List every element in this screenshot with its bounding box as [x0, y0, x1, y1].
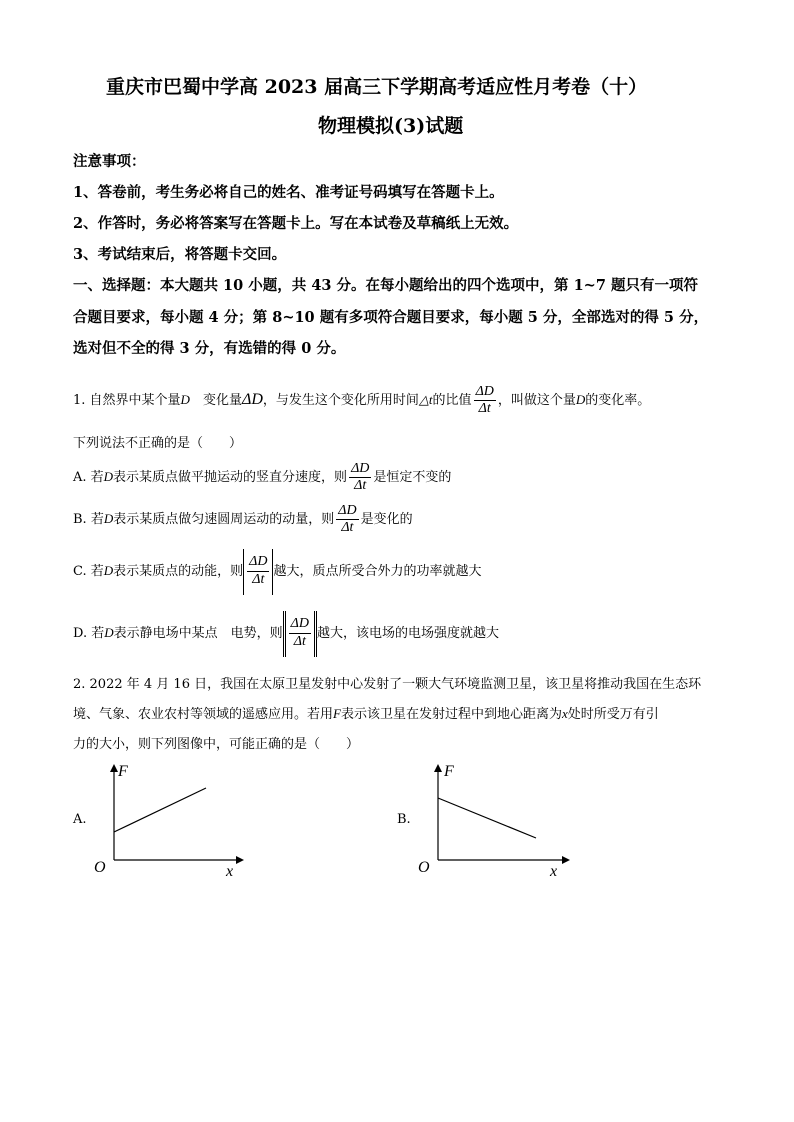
graph-b-label: B. [397, 812, 411, 827]
section-instructions-line-3: 选对但不全的得 3 分，有选错的得 0 分。 [73, 340, 346, 357]
notice-item-1: 1、答卷前，考生务必将自己的姓名、准考证号码填写在答题卡上。 [73, 184, 504, 201]
question-2-line-3: 力的大小，则下列图像中，可能正确的是（ ） [73, 737, 360, 752]
question-2-line-1: 2. 2022 年 4 月 16 日，我国在太原卫星发射中心发射了一颗大气环境监测卫星，该卫星将推动我国在生态环 [73, 677, 702, 692]
question-1-option-a: A. 若D表示某质点做平抛运动的竖直分速度，则 $\frac{\Delta D}{\Delta t}$ 是恒定不变的 [73, 460, 452, 493]
notice-item-2: 2、作答时，务必将答案写在答题卡上。写在本试卷及草稿纸上无效。 [73, 215, 519, 232]
graph-b-x-arrow [562, 856, 570, 864]
graph-a-x-arrow [236, 856, 244, 864]
fraction-dD-dt: $\frac{\Delta D}{\Delta t}$ [475, 383, 494, 416]
question-1-prompt: 下列说法不正确的是（ ） [73, 436, 243, 451]
section-instructions-line-2: 合题目要求，每小题 4 分；第 8~10 题有多项符合题目要求，每小题 5 分，全部选对的得 5 分， [73, 309, 709, 326]
graph-b-line [438, 798, 536, 838]
graph-b-y-label: F [444, 763, 454, 780]
graph-b-x-label: x [550, 863, 558, 880]
graph-b-y-arrow [434, 764, 442, 772]
graph-a-x-label: x [226, 863, 234, 880]
notice-heading: 注意事项： [73, 153, 146, 170]
graph-a-line [114, 788, 206, 832]
section-instructions-line-1: 一、选择题：本大题共 10 小题，共 43 分。在每小题给出的四个选项中，第 1~7 题只有一项符 [73, 277, 698, 294]
graph-a-y-label: F [118, 763, 128, 780]
graph-a [88, 760, 248, 880]
page-title: 重庆市巴蜀中学高 2023 届高三下学期高考适应性月考卷（十） [106, 76, 648, 98]
question-2-line-2: 境、气象、农业农村等领域的遥感应用。若用F表示该卫星在发射过程中到地心距离为x处时所受万有引 [73, 706, 659, 722]
question-1-option-b: B. 若D表示某质点做匀速圆周运动的动量，则 $\frac{\Delta D}{\Delta t}$ 是变化的 [73, 502, 413, 535]
page-subtitle: 物理模拟(3)试题 [318, 115, 464, 137]
question-1-option-d: D. 若D表示静电场中某点 电势，则 $\frac{\Delta D}{\Delta t}$ 越大，该电场的电场强度就越大 [73, 610, 499, 657]
notice-item-3: 3、考试结束后，将答题卡交回。 [73, 246, 287, 263]
graph-a-origin: O [94, 859, 106, 876]
question-1-option-c: C. 若D表示某质点的动能，则 $\frac{\Delta D}{\Delta t}$ 越大，质点所受合外力的功率就越大 [73, 548, 482, 595]
graph-a-y-arrow [110, 764, 118, 772]
graph-b [414, 760, 574, 880]
question-1-stem: 1. 自然界中某个量D 变化量ΔD，与发生这个变化所用时间△t的比值 $\frac{\Delta D}{\Delta t}$ ，叫做这个量D的变化率。 [73, 383, 651, 416]
graph-a-label: A. [73, 812, 87, 827]
graph-b-origin: O [418, 859, 430, 876]
